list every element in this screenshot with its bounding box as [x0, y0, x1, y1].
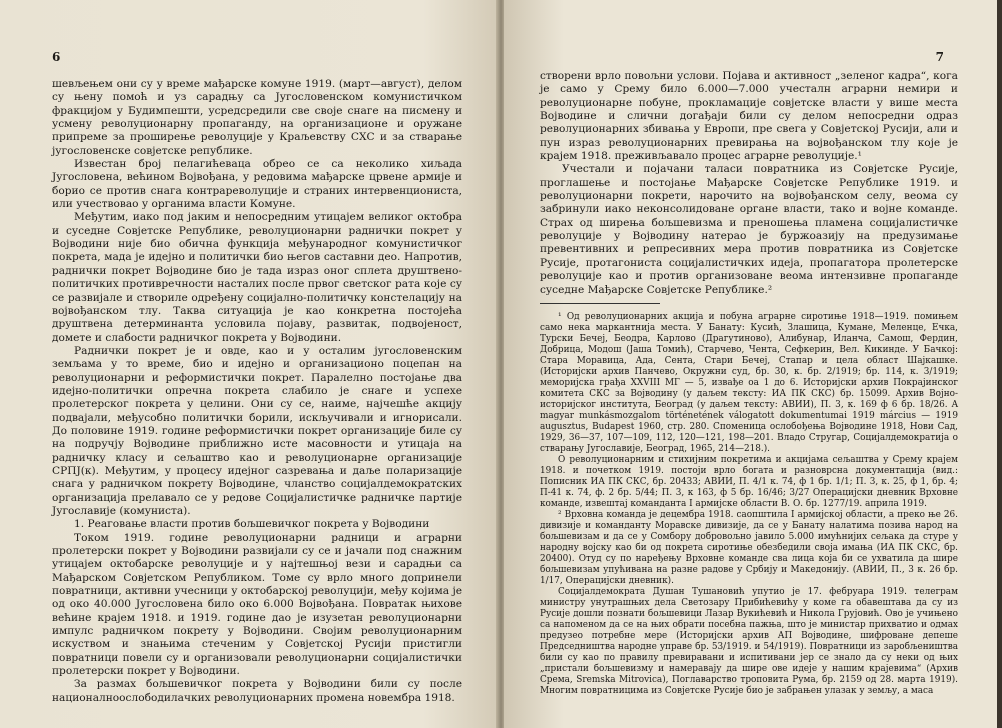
right-paragraph: Учестали и појачани таласи повратника из Совјетске Русије, проглашење и постојање Мађарске Совјетске Републике 1919. и револуционарни покрети, нарочито на војвођанском селу, веома су забринули иако неконсолидоване органе власти, тако и војне команде. Страх од ширења бољшевизма и преношења пламена социјалистичке револуције у Војводину натерао је буржоазију на предузимање превентивних и репресивних мера против повратника из Совјетске Русије, протагониста социјалистичких идеја, пропагатора пролетерске револуције као и против организоване веома интензивне пропаганде суседне Мађарске Совјетске Републике.²: [540, 163, 958, 296]
section-heading: 1. Реаговање власти против бољшевичког покрета у Војводини: [74, 518, 430, 531]
left-paragraph: Раднички покрет је и овде, као и у осталим југословенским земљама у то време, био и идејно и организационо поцепан на револуционарни и реформистички покрет. Паралелно постојање два идејно-политички опречна покрета слабило је снаге и успехе пролетерског покрета у целини. Они су се, наиме, најчешће акцију подвајали, међусобно политички борили, искључивали и игнорисали. До половине 1919. године реформистички покрет организације биле су на подручју Војводине приближно исте масовности и утицаја на радничку класу и сељаштво као и револуционарне организације СРПЈ(к). Међутим, у процесу идејног сазревања и даље поларизације снага у радничком покрету Војводине, чланство социјалдемократских организација прелавало се у редове Социјалистичке радничке партије Југославије (комуниста).: [52, 344, 462, 517]
footnote: ² Врховна команда је децембра 1918. саопштила I армијској области, а преко ње 26. дивизије и команданту Моравске дивизије, да се у Банату налатима позива народ на бољшевизам и да се у Сомбору добровољно јавило 5.000 имућнијих сељака да стуре у народну војску као би од покрета сиротиње обезбедили своја имања (ИА ПК СКС, бр. 20400). Отуд су по наређењу Врховне команде сва лица која би се ухватила да шире бољшевизам упућивана на разне радове у Србију и Македонију. (АВИИ, П., 3 к. 26 бр. 1/17, Операцијски дневник).: [540, 509, 958, 586]
left-page: [0, 0, 498, 728]
left-paragraph: Међутим, иако под јаким и непосредним утицајем великог октобра и суседне Совјетске Републике, револуционарни раднички покрет у Војводини није био обична функција међународног комунистичког покрета, мада је идејно и политички био његов саставни део. Напротив, раднички покрет Војводине био је тада израз оног сплета друштвено-политичких противречности насталих после првог светског рата које су се развијале и створиле одређену социјално-политичку констелацију на војвођанском тлу. Таква ситуација је као конкретна постојећа друштвена детерминанта условила појаву, развитак, подвојеност, домете и слабости радничког покрета у Војводини.: [52, 211, 462, 344]
footnote: ¹ Од револуционарних акција и побуна аграрне сиротиње 1918—1919. помињем само нека маркантнија места. У Банату: Кусић, Злашица, Кумане, Меленце, Ечка, Турски Бечеј, Беодра, Карлово (Драгутиново), Алибунар, Иланча, Самош, Фердин, Добрица, Модош (Јаша Томић), Старчево, Чента, Сефкерин, Вел. Кикинде. У Бачкој: Стара Моравица, Ада, Сента, Стари Бечеј, Стапар и цела област Шајкашке. (Историјски архив Панчево, Окружни суд, бр. 30, к. бр. 2/1919; бр. 114, к. 3/1919; меморијска грађа ХХVIII МГ — 5, извађе оа 1 до 6. Историјски архив Покрајинског комитета СКС за Војводину (у даљем тексту: ИА ПК СКС) бр. 15099. Архив Војно-историјског института, Београд (у даљем тексту: АВИИ), П. 3, к. 169 ф 6 бр. 18/26. A magyar munkásmozgalom történetének válogatott dokumentumai 1919 március — 1919 augusztus, Budapest 1960, стр. 280. Споменица ослобођења Војводине 1918, Нови Сад, 1929, 36—37, 107—109, 112, 120—121, 198—201. Владо Стругар, Социјалдемократија о стварању Југославије, Београд, 1965, 214—218.).: [540, 311, 958, 454]
left-page-number: 6: [52, 50, 61, 64]
footnote-rule: [540, 303, 660, 304]
left-paragraph: За размах бољшевичког покрета у Војводини били су после националноослободилачких револуционарних промена новембра 1918.: [52, 678, 462, 704]
right-paragraph: створени врло повољни услови. Појава и активност „зеленог кадра“, кога је само у Срему било 6.000—7.000 учесталн аграрни немири и револуционарне побуне, прокламације совјетске власти у више места Војводине и слични догађаји били су делом непосредни одраз револуционарних збивања у Европи, пре свега у Совјетској Русији, али и пун израз револуционарних превирања на војвођанском тлу које је крајем 1918. преживљавало процес аграрне револуције.¹: [540, 70, 958, 163]
right-book-edge: [997, 0, 1002, 728]
left-paragraph: Током 1919. године револуционарни радници и аграрни пролетерски покрет у Војводини развијали су се и јачали под снажним утицајем октобарске револуције и у најтешњој вези и сарадњи са Мађарском Совјетском Републиком. Томе су врло много допринели повратници, активни учесници у октобарској револуцији, међу којима је од око 40.000 Југословена било око 6.000 Војвођана. Повратак њихове већине крајем 1918. и 1919. године дао је изузетан револуционарни импулс радничком покрету у Војводини. Својим револуционарним искуством и знањима стеченим у Совјетској Русији пристигли повратници повели су и организовали револуционарни социјалистички пролетерски покрет у Војводини.: [52, 531, 462, 678]
right-page: [504, 0, 1002, 728]
footnote: Социјалдемократа Душан Тушановић упутио је 17. фебруара 1919. телеграм министру унутрашњих дела Светозару Прибићевићу у коме га обавештава да су из Русије дошли познати бољшевици Лазар Вукићевић и Никола Грујовић. Ово је учињено са напоменом да се на њих обрати посебна пажња, што је министар прихватио и одмах предузео потребне мере (Историјски архив АП Војводине, шифроване депеше Председништва народне управе бр. 53/1919. и 54/1919). Повратници из заробљеништва били су као по правилу превиравани и испитивани јер се знало да су неки од њих „пристали бољшевизму и намеравају да шире ове идеје у нашим крајевима“ (Архив Срема, Sremska Mitrovica), Поглаварство троповита Рума, бр. 2159 од 28. марта 1919). Многим повратницима из Совјетске Русије био је забрањен улазак у земљу, а маса: [540, 586, 958, 696]
right-page-body: [540, 70, 958, 697]
footnotes: [540, 312, 958, 697]
left-paragraph: Известан број пелагићеваца обрео се са неколико хиљада Југословена, већином Војвођана, у редовима мађарске црвене армије и борио се против снага контрареволуције и страних интервенциониста, или учествовао у органима власти Комуне.: [52, 158, 462, 211]
right-page-number: 7: [935, 50, 944, 64]
left-paragraph: шевљењем они су у време мађарске комуне 1919. (март—август), делом су њену помоћ и уз сарадњу са Југословенском комунистичком фракцијом у Будимпешти, усредсредили све своје снаге на писмену и усмену револуционарну пропаганду, на организационе и оружане припреме за проширење револуције у Краљевству СХС и за стварање југословенске совјетске републике.: [52, 78, 462, 157]
footnote: О револуционарним и стихијним покретима и акцијама сељаштва у Срему крајем 1918. и почетком 1919. постоји врло богата и разноврсна документација (вид.: Пописник ИА ПК СКС, бр. 20433; АВИИ, П. 4/1 к. 74, ф 1 бр. 1/1; П. 3, к. 25, ф 1, бр. 4; П-41 к. 74, ф. 2 бр. 5/44; П. 3, к 163, ф 5 бр. 16/46; 3/27 Операцијски дневник Врховне команде, извештај команданта I армијске области В. О. бр. 1277/19. априла 1919.: [540, 454, 958, 509]
left-page-body: [52, 78, 462, 705]
